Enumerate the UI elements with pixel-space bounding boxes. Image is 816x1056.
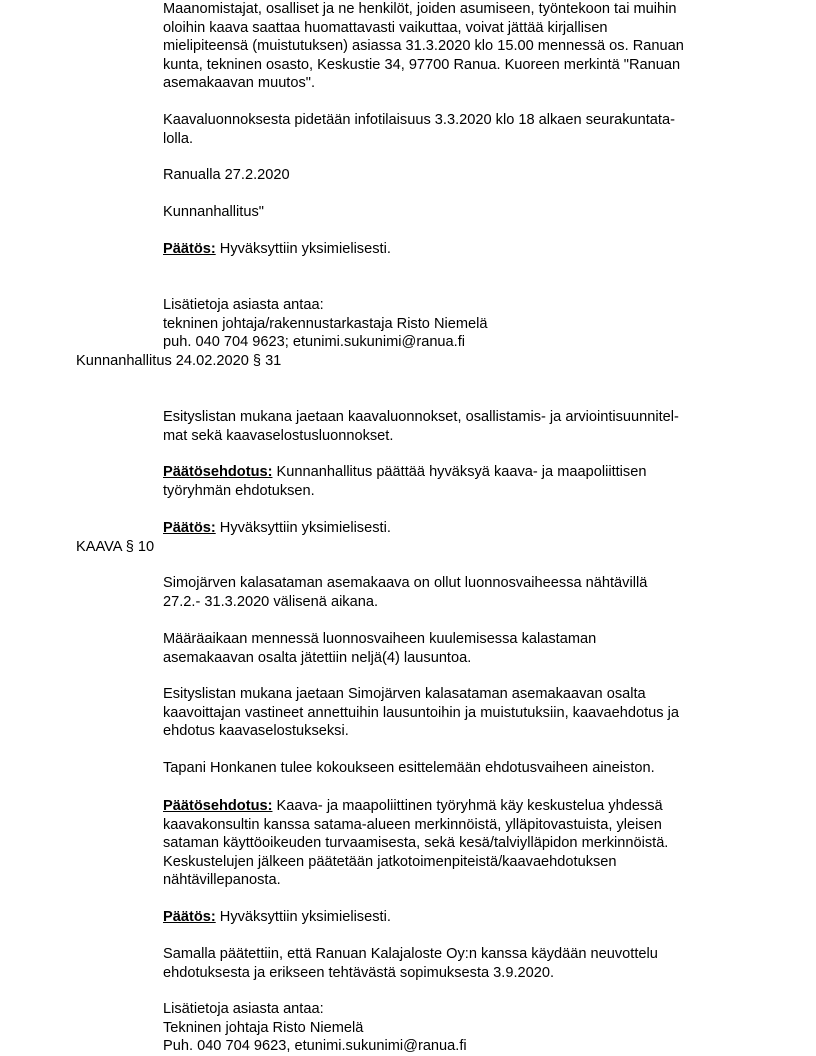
decision-text: Hyväksyttiin yksimielisesti. <box>215 909 391 925</box>
section-header-1 <box>76 352 281 371</box>
proposal-label: Päätösehdotus: <box>163 798 273 814</box>
section-header-2 <box>76 538 154 557</box>
text-line: oloihin kaava saattaa huomattavasti vaikuttaa, voivat jättää kirjallisen <box>163 19 608 36</box>
paragraph-2 <box>163 630 743 667</box>
decision-label: Päätös: <box>163 909 216 925</box>
text-line: tekninen johtaja/rakennustarkastaja Risto Niemelä <box>163 315 488 332</box>
text-line: Kaavaluonnoksesta pidetään infotilaisuus 3.3.2020 klo 18 alkaen seurakuntata- <box>163 112 675 128</box>
text-line: Keskustelujen jälkeen päätetään jatkotoimenpiteistä/kaavaehdotuksen <box>163 853 617 870</box>
text-line: puh. 040 704 9623; etunimi.sukunimi@ranua.fi <box>163 334 466 351</box>
text-line: mat sekä kaavaselostusluonnokset. <box>163 427 394 444</box>
proposal-1 <box>163 463 743 500</box>
text-line: Kunnanhallitus" <box>163 204 264 220</box>
text-line: asemakaavan muutos". <box>163 75 316 92</box>
proposal-text: Kaava- ja maapoliittinen työryhmä käy keskustelua yhdessä <box>272 798 663 814</box>
text-line: lolla. <box>163 130 194 147</box>
text-line: Ranualla 27.2.2020 <box>163 167 290 183</box>
contact-info-2 <box>163 1000 743 1056</box>
text-line: Tekninen johtaja Risto Niemelä <box>163 1019 364 1036</box>
text-line: Simojärven kalasataman asemakaava on ollut luonnosvaiheessa nähtävillä <box>163 575 648 591</box>
text-line: KAAVA § 10 <box>76 539 155 555</box>
decision-2 <box>163 519 743 538</box>
decision-label: Päätös: <box>163 520 216 536</box>
text-line: Määräaikaan mennessä luonnosvaiheen kuulemisessa kalastaman <box>163 631 597 647</box>
text-line: kunta, tekninen osasto, Keskustie 34, 97700 Ranua. Kuoreen merkintä "Ranuan <box>163 56 681 73</box>
text-line: ehdotuksesta ja erikseen tehtävästä sopimuksesta 3.9.2020. <box>163 964 555 981</box>
paragraph-1 <box>163 574 743 611</box>
text-line: asemakaavan osalta jätettiin neljä(4) lausuntoa. <box>163 649 472 666</box>
text-line: Lisätietoja asiasta antaa: <box>163 1001 324 1017</box>
text-line: Puh. 040 704 9623, etunimi.sukunimi@ranua.fi <box>163 1038 467 1055</box>
text-line: Kunnanhallitus 24.02.2020 § 31 <box>76 353 282 369</box>
place-date <box>163 166 743 185</box>
decision-label: Päätös: <box>163 241 216 257</box>
text-line: mielipiteensä (muistutuksen) asiassa 31.3.2020 klo 15.00 mennessä os. Ranuan <box>163 38 684 55</box>
text-line: Lisätietoja asiasta antaa: <box>163 297 324 313</box>
paragraph-3 <box>163 685 743 741</box>
decision-text: Hyväksyttiin yksimielisesti. <box>215 520 391 536</box>
text-line: Tapani Honkanen tulee kokoukseen esittelemään ehdotusvaiheen aineiston. <box>163 760 655 776</box>
decision-1 <box>163 240 743 259</box>
text-line: kaavakonsultin kanssa satama-alueen merkinnöistä, ylläpitovastuista, yleisen <box>163 816 662 833</box>
proposal-2 <box>163 797 743 890</box>
decision-3 <box>163 908 743 927</box>
proposal-text: Kunnanhallitus päättää hyväksyä kaava- ja maapoliittisen <box>272 464 647 480</box>
proposal-label: Päätösehdotus: <box>163 464 273 480</box>
text-line: Maanomistajat, osalliset ja ne henkilöt, joiden asumiseen, työntekoon tai muihin <box>163 1 677 17</box>
text-line: Samalla päätettiin, että Ranuan Kalajaloste Oy:n kanssa käydään neuvottelu <box>163 946 658 962</box>
text-line: kaavoittajan vastineet annettuihin lausuntoihin ja muistutuksiin, kaavaehdotus ja <box>163 704 679 721</box>
text-line: Esityslistan mukana jaetaan kaavaluonnokset, osallistamis- ja arviointisuunnitel- <box>163 409 679 425</box>
paragraph-4 <box>163 759 743 778</box>
contact-info-1 <box>163 296 743 352</box>
intro-paragraph <box>163 0 743 93</box>
text-line: työryhmän ehdotuksen. <box>163 482 315 499</box>
signature <box>163 203 743 222</box>
agenda-paragraph-1 <box>163 408 743 445</box>
info-event-paragraph <box>163 111 743 148</box>
text-line: nähtävillepanosta. <box>163 872 281 889</box>
text-line: sataman käyttöoikeuden turvaamisesta, sekä kesä/talviylläpidon merkinnöistä. <box>163 835 669 852</box>
paragraph-5 <box>163 945 743 982</box>
text-line: 27.2.- 31.3.2020 välisenä aikana. <box>163 593 379 610</box>
text-line: ehdotus kaavaselostukseksi. <box>163 723 349 740</box>
decision-text: Hyväksyttiin yksimielisesti. <box>215 241 391 257</box>
text-line: Esityslistan mukana jaetaan Simojärven kalasataman asemakaavan osalta <box>163 686 646 702</box>
